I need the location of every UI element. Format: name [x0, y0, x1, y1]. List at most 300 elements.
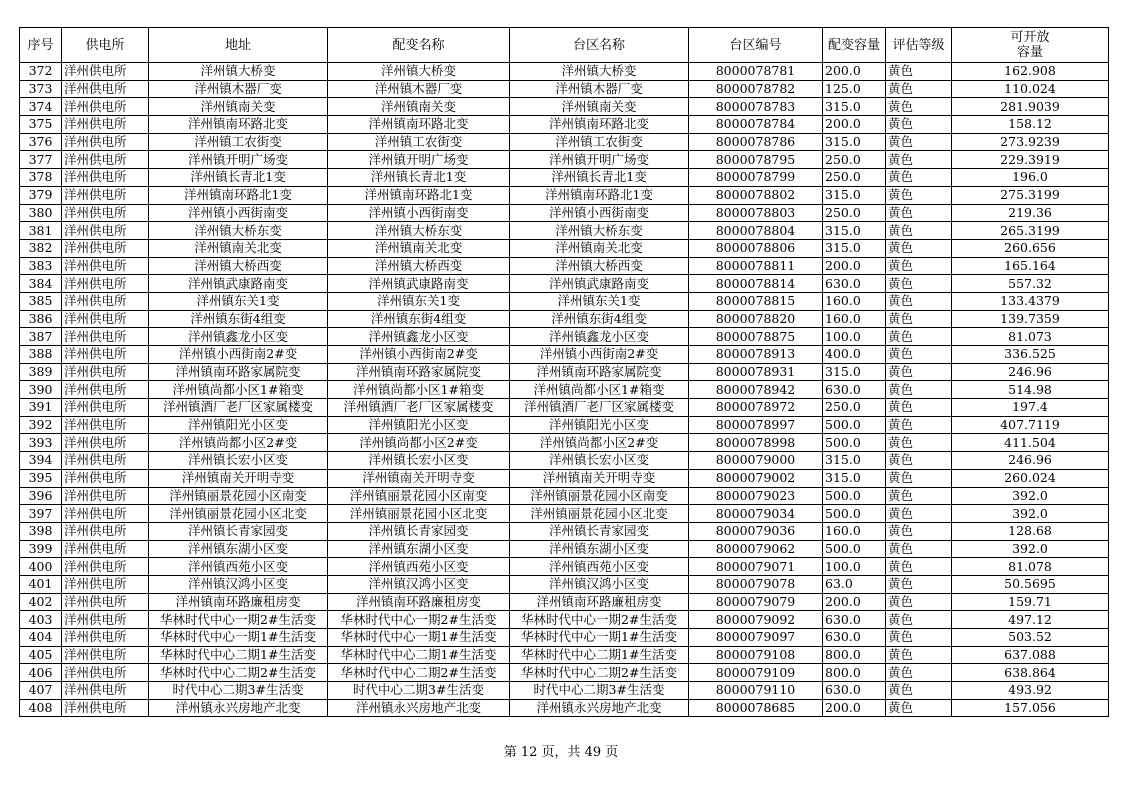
table-cell: 洋州镇武康路南变	[510, 275, 689, 293]
table-cell: 洋州镇开明广场变	[328, 151, 510, 169]
table-cell: 洋州镇南环路北变	[510, 116, 689, 134]
table-cell: 洋州镇南环路家属院变	[510, 363, 689, 381]
table-cell: 洋州镇汉鸿小区变	[510, 575, 689, 593]
table-cell: 160.0	[823, 310, 886, 328]
column-header: 地址	[149, 28, 328, 63]
table-row	[20, 416, 1109, 434]
table-cell: 洋州供电所	[62, 222, 149, 240]
table-cell: 洋州镇尚都小区1#箱变	[510, 381, 689, 399]
table-cell: 洋州镇南关变	[328, 98, 510, 116]
table-cell: 华林时代中心二期1#生活变	[510, 646, 689, 664]
table-cell: 246.96	[952, 363, 1109, 381]
table-cell: 8000078806	[689, 239, 823, 257]
table-cell: 洋州镇尚都小区1#箱变	[328, 381, 510, 399]
table-cell: 洋州镇南环路家属院变	[149, 363, 328, 381]
table-cell: 160.0	[823, 292, 886, 310]
table-cell: 8000078875	[689, 328, 823, 346]
table-cell: 黄色	[886, 328, 952, 346]
table-cell: 黄色	[886, 257, 952, 275]
table-cell: 黄色	[886, 292, 952, 310]
table-cell: 洋州镇小西街南2#变	[149, 346, 328, 364]
table-cell: 洋州镇尚都小区2#变	[510, 434, 689, 452]
table-cell: 洋州镇丽景花园小区南变	[328, 487, 510, 505]
table-cell: 洋州镇长宏小区变	[328, 452, 510, 470]
table-cell: 8000078802	[689, 186, 823, 204]
table-cell: 405	[20, 646, 62, 664]
table-row	[20, 133, 1109, 151]
table-cell: 洋州镇南环路北变	[328, 116, 510, 134]
table-cell: 黄色	[886, 80, 952, 98]
table-cell: 洋州供电所	[62, 487, 149, 505]
table-cell: 洋州镇大桥东变	[149, 222, 328, 240]
table-cell: 黄色	[886, 469, 952, 487]
table-cell: 华林时代中心二期1#生活变	[328, 646, 510, 664]
table-row	[20, 328, 1109, 346]
table-cell: 黄色	[886, 540, 952, 558]
table-row	[20, 292, 1109, 310]
table-cell: 50.5695	[952, 575, 1109, 593]
table-row	[20, 346, 1109, 364]
table-cell: 洋州镇长青家园变	[149, 522, 328, 540]
table-cell: 315.0	[823, 469, 886, 487]
table-cell: 8000078803	[689, 204, 823, 222]
table-cell: 黄色	[886, 151, 952, 169]
table-cell: 8000079108	[689, 646, 823, 664]
table-cell: 391	[20, 399, 62, 417]
table-cell: 黄色	[886, 98, 952, 116]
table-cell: 洋州镇工农街变	[328, 133, 510, 151]
table-cell: 250.0	[823, 151, 886, 169]
column-header: 配变容量	[823, 28, 886, 63]
table-cell: 黄色	[886, 452, 952, 470]
table-cell: 洋州镇南环路北1变	[149, 186, 328, 204]
table-cell: 392	[20, 416, 62, 434]
table-cell: 洋州镇工农街变	[149, 133, 328, 151]
table-cell: 洋州镇东关1变	[149, 292, 328, 310]
table-cell: 81.073	[952, 328, 1109, 346]
table-cell: 500.0	[823, 505, 886, 523]
table-cell: 375	[20, 116, 62, 134]
table-cell: 392.0	[952, 540, 1109, 558]
table-cell: 397	[20, 505, 62, 523]
table-cell: 160.0	[823, 522, 886, 540]
table-cell: 黄色	[886, 416, 952, 434]
table-cell: 404	[20, 629, 62, 647]
table-cell: 229.3919	[952, 151, 1109, 169]
table-cell: 洋州镇南关北变	[149, 239, 328, 257]
table-cell: 洋州镇长宏小区变	[149, 452, 328, 470]
table-cell: 洋州供电所	[62, 416, 149, 434]
table-cell: 372	[20, 63, 62, 81]
table-cell: 黄色	[886, 434, 952, 452]
table-cell: 洋州供电所	[62, 558, 149, 576]
table-cell: 630.0	[823, 629, 886, 647]
table-cell: 洋州供电所	[62, 522, 149, 540]
table-cell: 洋州镇大桥变	[510, 63, 689, 81]
table-row	[20, 611, 1109, 629]
table-row	[20, 452, 1109, 470]
table-row	[20, 558, 1109, 576]
table-cell: 157.056	[952, 699, 1109, 717]
table-cell: 128.68	[952, 522, 1109, 540]
table-cell: 401	[20, 575, 62, 593]
table-cell: 8000078815	[689, 292, 823, 310]
table-cell: 8000078942	[689, 381, 823, 399]
table-cell: 393	[20, 434, 62, 452]
table-cell: 260.656	[952, 239, 1109, 257]
table-cell: 洋州镇丽景花园小区北变	[328, 505, 510, 523]
table-cell: 402	[20, 593, 62, 611]
table-cell: 376	[20, 133, 62, 151]
table-cell: 315.0	[823, 452, 886, 470]
table-cell: 8000078799	[689, 169, 823, 187]
table-cell: 洋州镇长青北1变	[149, 169, 328, 187]
table-cell: 81.078	[952, 558, 1109, 576]
table-row	[20, 434, 1109, 452]
table-cell: 630.0	[823, 611, 886, 629]
table-cell: 黄色	[886, 222, 952, 240]
table-cell: 黄色	[886, 116, 952, 134]
table-cell: 382	[20, 239, 62, 257]
table-cell: 洋州镇南关北变	[510, 239, 689, 257]
table-cell: 219.36	[952, 204, 1109, 222]
table-cell: 377	[20, 151, 62, 169]
table-cell: 8000078685	[689, 699, 823, 717]
table-row	[20, 239, 1109, 257]
table-row	[20, 629, 1109, 647]
table-row	[20, 381, 1109, 399]
table-cell: 华林时代中心二期2#生活变	[328, 664, 510, 682]
table-cell: 139.7359	[952, 310, 1109, 328]
table-cell: 黄色	[886, 682, 952, 700]
table-cell: 洋州镇长青家园变	[510, 522, 689, 540]
table-cell: 洋州镇武康路南变	[149, 275, 328, 293]
table-cell: 洋州供电所	[62, 80, 149, 98]
table-cell: 洋州供电所	[62, 133, 149, 151]
table-cell: 洋州镇东街4组变	[149, 310, 328, 328]
table-cell: 华林时代中心一期2#生活变	[510, 611, 689, 629]
table-cell: 洋州供电所	[62, 310, 149, 328]
table-row	[20, 275, 1109, 293]
table-cell: 500.0	[823, 434, 886, 452]
table-cell: 8000078998	[689, 434, 823, 452]
table-cell: 394	[20, 452, 62, 470]
table-cell: 洋州镇尚都小区2#变	[149, 434, 328, 452]
table-cell: 洋州镇南环路廉租房变	[328, 593, 510, 611]
table-cell: 384	[20, 275, 62, 293]
table-cell: 华林时代中心二期1#生活变	[149, 646, 328, 664]
table-row	[20, 399, 1109, 417]
table-cell: 华林时代中心一期2#生活变	[149, 611, 328, 629]
table-row	[20, 63, 1109, 81]
table-cell: 洋州供电所	[62, 98, 149, 116]
table-cell: 557.32	[952, 275, 1109, 293]
table-cell: 315.0	[823, 133, 886, 151]
table-row	[20, 363, 1109, 381]
table-cell: 396	[20, 487, 62, 505]
table-cell: 159.71	[952, 593, 1109, 611]
table-cell: 387	[20, 328, 62, 346]
table-cell: 洋州供电所	[62, 399, 149, 417]
table-cell: 洋州镇鑫龙小区变	[510, 328, 689, 346]
table-cell: 洋州镇鑫龙小区变	[328, 328, 510, 346]
table-cell: 洋州供电所	[62, 328, 149, 346]
table-cell: 8000079110	[689, 682, 823, 700]
table-cell: 260.024	[952, 469, 1109, 487]
table-row	[20, 646, 1109, 664]
table-cell: 162.908	[952, 63, 1109, 81]
capacity-table	[19, 27, 1109, 717]
table-cell: 洋州镇阳光小区变	[149, 416, 328, 434]
table-cell: 8000078931	[689, 363, 823, 381]
table-cell: 洋州镇东湖小区变	[510, 540, 689, 558]
table-cell: 洋州镇永兴房地产北变	[149, 699, 328, 717]
table-cell: 洋州镇丽景花园小区南变	[510, 487, 689, 505]
table-cell: 395	[20, 469, 62, 487]
table-cell: 403	[20, 611, 62, 629]
table-cell: 洋州镇酒厂老厂区家属楼变	[328, 399, 510, 417]
table-cell: 497.12	[952, 611, 1109, 629]
table-cell: 8000078781	[689, 63, 823, 81]
table-cell: 洋州供电所	[62, 646, 149, 664]
table-cell: 洋州镇长青北1变	[328, 169, 510, 187]
table-cell: 630.0	[823, 381, 886, 399]
table-cell: 630.0	[823, 275, 886, 293]
table-cell: 洋州镇长青北1变	[510, 169, 689, 187]
table-cell: 8000078784	[689, 116, 823, 134]
table-cell: 洋州供电所	[62, 629, 149, 647]
table-cell: 洋州供电所	[62, 682, 149, 700]
table-row	[20, 151, 1109, 169]
table-cell: 8000078804	[689, 222, 823, 240]
table-cell: 洋州镇南环路家属院变	[328, 363, 510, 381]
table-cell: 洋州镇大桥西变	[149, 257, 328, 275]
table-cell: 黄色	[886, 133, 952, 151]
table-cell: 洋州镇东湖小区变	[328, 540, 510, 558]
table-cell: 374	[20, 98, 62, 116]
table-cell: 洋州镇酒厂老厂区家属楼变	[510, 399, 689, 417]
table-cell: 514.98	[952, 381, 1109, 399]
table-cell: 500.0	[823, 540, 886, 558]
table-cell: 洋州供电所	[62, 257, 149, 275]
table-cell: 洋州供电所	[62, 664, 149, 682]
table-cell: 63.0	[823, 575, 886, 593]
table-cell: 黄色	[886, 664, 952, 682]
table-cell: 8000079079	[689, 593, 823, 611]
table-cell: 洋州供电所	[62, 186, 149, 204]
table-cell: 洋州供电所	[62, 381, 149, 399]
table-cell: 黄色	[886, 522, 952, 540]
table-cell: 洋州镇南环路北变	[149, 116, 328, 134]
table-cell: 500.0	[823, 487, 886, 505]
table-cell: 379	[20, 186, 62, 204]
table-cell: 黄色	[886, 558, 952, 576]
table-cell: 华林时代中心一期1#生活变	[149, 629, 328, 647]
table-cell: 洋州镇南环路北1变	[328, 186, 510, 204]
table-cell: 8000079062	[689, 540, 823, 558]
table-row	[20, 169, 1109, 187]
table-cell: 黄色	[886, 505, 952, 523]
table-cell: 洋州镇酒厂老厂区家属楼变	[149, 399, 328, 417]
table-cell: 8000079071	[689, 558, 823, 576]
table-cell: 洋州镇汉鸿小区变	[149, 575, 328, 593]
table-cell: 洋州镇阳光小区变	[328, 416, 510, 434]
table-row	[20, 257, 1109, 275]
table-cell: 华林时代中心二期2#生活变	[149, 664, 328, 682]
table-row	[20, 204, 1109, 222]
table-cell: 时代中心二期3#生活变	[149, 682, 328, 700]
table-cell: 洋州镇小西街南变	[510, 204, 689, 222]
table-row	[20, 116, 1109, 134]
table-cell: 800.0	[823, 646, 886, 664]
table-row	[20, 222, 1109, 240]
table-cell: 250.0	[823, 399, 886, 417]
table-cell: 630.0	[823, 682, 886, 700]
table-cell: 黄色	[886, 239, 952, 257]
table-cell: 洋州镇永兴房地产北变	[510, 699, 689, 717]
table-cell: 洋州镇南关开明寺变	[328, 469, 510, 487]
table-cell: 200.0	[823, 63, 886, 81]
table-cell: 165.164	[952, 257, 1109, 275]
table-cell: 黄色	[886, 575, 952, 593]
table-cell: 洋州镇开明广场变	[149, 151, 328, 169]
table-row	[20, 593, 1109, 611]
table-cell: 黄色	[886, 363, 952, 381]
table-cell: 洋州镇南环路北1变	[510, 186, 689, 204]
table-cell: 黄色	[886, 275, 952, 293]
table-cell: 800.0	[823, 664, 886, 682]
table-cell: 637.088	[952, 646, 1109, 664]
column-header: 评估等级	[886, 28, 952, 63]
table-row	[20, 682, 1109, 700]
table-cell: 389	[20, 363, 62, 381]
table-cell: 洋州镇小西街南变	[149, 204, 328, 222]
table-cell: 洋州供电所	[62, 275, 149, 293]
table-cell: 493.92	[952, 682, 1109, 700]
table-cell: 洋州镇木器厂变	[149, 80, 328, 98]
table-cell: 黄色	[886, 487, 952, 505]
table-cell: 黄色	[886, 699, 952, 717]
table-cell: 华林时代中心一期1#生活变	[510, 629, 689, 647]
table-cell: 洋州镇丽景花园小区南变	[149, 487, 328, 505]
table-cell: 洋州镇开明广场变	[510, 151, 689, 169]
table-row	[20, 664, 1109, 682]
table-cell: 408	[20, 699, 62, 717]
table-cell: 8000079002	[689, 469, 823, 487]
table-cell: 洋州镇东湖小区变	[149, 540, 328, 558]
table-cell: 洋州供电所	[62, 434, 149, 452]
table-cell: 133.4379	[952, 292, 1109, 310]
table-cell: 385	[20, 292, 62, 310]
table-cell: 洋州镇武康路南变	[328, 275, 510, 293]
table-cell: 100.0	[823, 328, 886, 346]
table-cell: 503.52	[952, 629, 1109, 647]
column-header: 台区编号	[689, 28, 823, 63]
table-cell: 洋州供电所	[62, 363, 149, 381]
table-cell: 洋州镇东街4组变	[328, 310, 510, 328]
table-cell: 黄色	[886, 186, 952, 204]
table-cell: 洋州供电所	[62, 452, 149, 470]
column-header: 配变名称	[328, 28, 510, 63]
table-cell: 洋州镇阳光小区变	[510, 416, 689, 434]
table-cell: 华林时代中心二期2#生活变	[510, 664, 689, 682]
table-cell: 8000079023	[689, 487, 823, 505]
table-cell: 洋州供电所	[62, 611, 149, 629]
table-cell: 洋州镇永兴房地产北变	[328, 699, 510, 717]
table-cell: 8000078820	[689, 310, 823, 328]
table-cell: 洋州供电所	[62, 469, 149, 487]
table-cell: 8000078795	[689, 151, 823, 169]
table-cell: 275.3199	[952, 186, 1109, 204]
table-cell: 洋州镇大桥东变	[510, 222, 689, 240]
table-cell: 洋州镇小西街南2#变	[510, 346, 689, 364]
table-cell: 时代中心二期3#生活变	[328, 682, 510, 700]
table-cell: 洋州镇西苑小区变	[510, 558, 689, 576]
table-cell: 265.3199	[952, 222, 1109, 240]
table-cell: 黄色	[886, 399, 952, 417]
table-cell: 洋州镇木器厂变	[510, 80, 689, 98]
table-cell: 383	[20, 257, 62, 275]
table-cell: 398	[20, 522, 62, 540]
table-cell: 8000079078	[689, 575, 823, 593]
table-cell: 洋州供电所	[62, 169, 149, 187]
table-cell: 洋州供电所	[62, 593, 149, 611]
table-row	[20, 522, 1109, 540]
table-cell: 洋州镇大桥东变	[328, 222, 510, 240]
table-cell: 400.0	[823, 346, 886, 364]
table-cell: 洋州镇丽景花园小区北变	[149, 505, 328, 523]
table-cell: 洋州镇东关1变	[328, 292, 510, 310]
table-row	[20, 310, 1109, 328]
table-cell: 392.0	[952, 505, 1109, 523]
table-cell: 洋州镇南环路廉租房变	[149, 593, 328, 611]
table-cell: 378	[20, 169, 62, 187]
table-cell: 200.0	[823, 257, 886, 275]
table-row	[20, 505, 1109, 523]
table-cell: 洋州供电所	[62, 151, 149, 169]
table-cell: 158.12	[952, 116, 1109, 134]
table-row	[20, 699, 1109, 717]
table-cell: 黄色	[886, 310, 952, 328]
table-cell: 洋州镇丽景花园小区北变	[510, 505, 689, 523]
table-cell: 洋州镇鑫龙小区变	[149, 328, 328, 346]
table-cell: 黄色	[886, 63, 952, 81]
table-cell: 洋州镇南关北变	[328, 239, 510, 257]
table-cell: 洋州供电所	[62, 575, 149, 593]
table-cell: 200.0	[823, 699, 886, 717]
table-cell: 洋州镇长青家园变	[328, 522, 510, 540]
table-cell: 392.0	[952, 487, 1109, 505]
table-cell: 黄色	[886, 204, 952, 222]
table-row	[20, 575, 1109, 593]
table-row	[20, 80, 1109, 98]
table-cell: 500.0	[823, 416, 886, 434]
table-cell: 196.0	[952, 169, 1109, 187]
table-cell: 8000078783	[689, 98, 823, 116]
table-cell: 110.024	[952, 80, 1109, 98]
table-cell: 洋州镇大桥变	[328, 63, 510, 81]
table-row	[20, 487, 1109, 505]
table-cell: 洋州镇南关开明寺变	[510, 469, 689, 487]
table-cell: 100.0	[823, 558, 886, 576]
table-cell: 洋州供电所	[62, 505, 149, 523]
table-cell: 洋州镇尚都小区1#箱变	[149, 381, 328, 399]
table-cell: 315.0	[823, 363, 886, 381]
table-cell: 洋州供电所	[62, 116, 149, 134]
table-cell: 洋州镇工农街变	[510, 133, 689, 151]
table-cell: 洋州供电所	[62, 540, 149, 558]
table-cell: 洋州镇尚都小区2#变	[328, 434, 510, 452]
